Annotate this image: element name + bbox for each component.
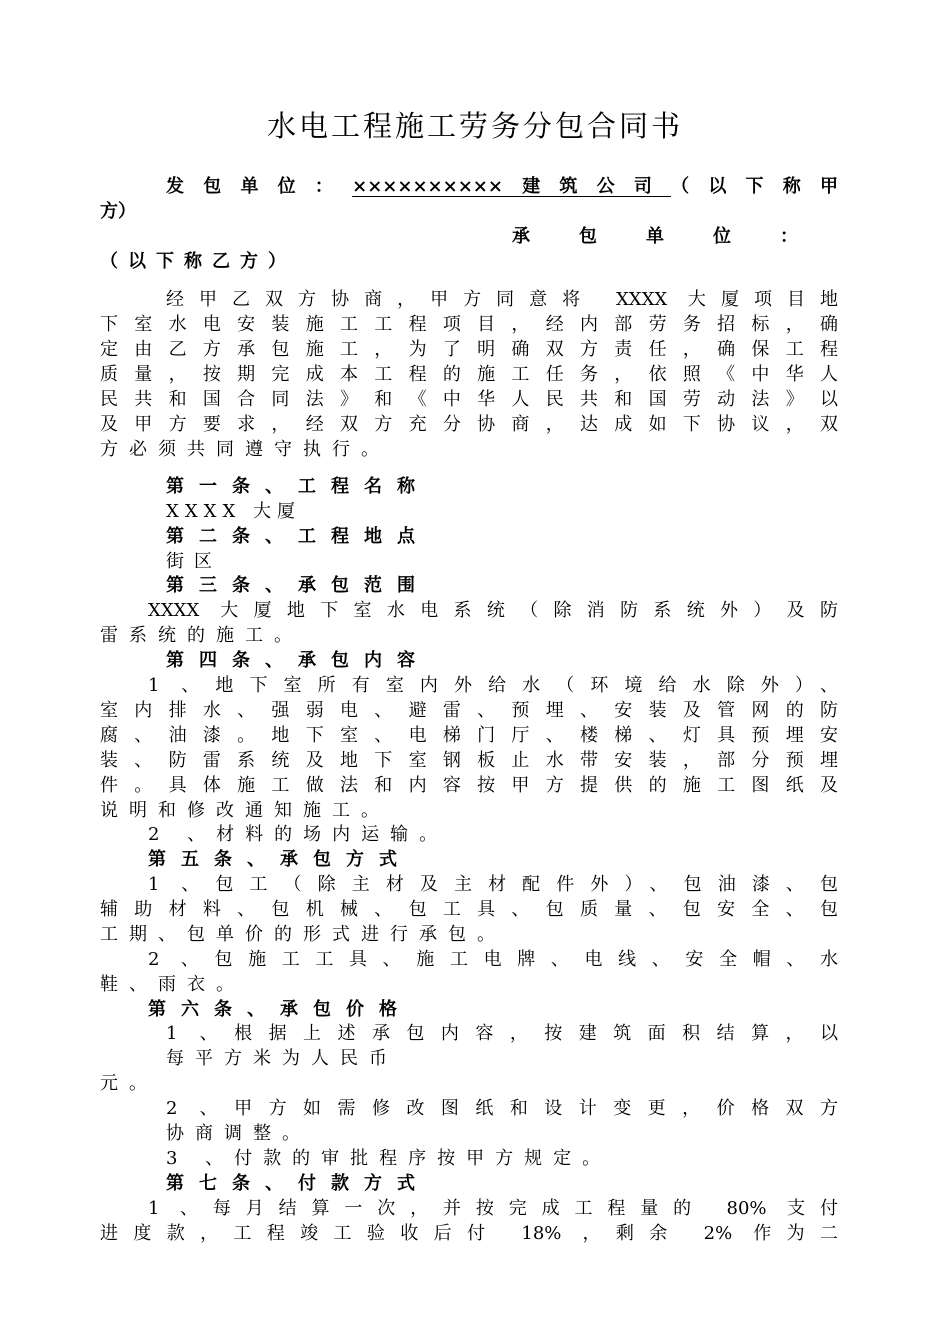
article-7-item-1-line: 1 、每月结算一次，并按完成工程量的 80% 支付 [148, 1198, 838, 1219]
article-2-body: 街区 [166, 551, 222, 572]
party-a-line [166, 174, 838, 199]
article-4-heading: 第四条、承包内容 [166, 650, 430, 671]
article-5-item-2-line: 2 、包施工工具、施工电牌、电线、安全帽、水 [148, 949, 838, 970]
party-a-suffix: （以下称甲 [671, 176, 838, 197]
article-4-item-1-line: 1 、地下室所有室内外给水（环境给水除外）、 [148, 675, 838, 696]
article-3-heading: 第三条、承包范围 [166, 575, 430, 596]
party-a-cont: 方） [100, 201, 136, 222]
article-5-heading: 第五条、承包方式 [148, 849, 412, 870]
article-5-item-1-line: 1 、包工（除主材及主材配件外）、包油漆、包 [148, 874, 838, 895]
article-1-body: XXXX 大厦 [166, 501, 301, 522]
article-6-item-3: 3 、付款的审批程序按甲方规定。 [166, 1148, 612, 1169]
article-6-item-1-line: 元。 [100, 1073, 158, 1094]
article-5-item-2-line: 鞋、雨衣。 [100, 974, 245, 995]
article-6-item-1-line: 每平方米为人民币 [166, 1048, 398, 1069]
article-4-item-1-line: 腐、油漆。地下室、电梯门厅、楼梯、灯具预埋安 [100, 725, 838, 746]
article-4-item-1-line: 说明和修改通知施工。 [100, 800, 390, 821]
article-5-item-1-line: 辅助材料、包机械、包工具、包质量、包安全、包 [100, 899, 838, 920]
article-3-line: 雷系统的施工。 [100, 625, 303, 646]
intro-line: 方必须共同遵守执行。 [100, 439, 390, 460]
article-6-item-2-line: 2 、甲方如需修改图纸和设计变更，价格双方 [166, 1098, 838, 1119]
intro-line: 质量，按期完成本工程的施工任务，依照《中华人 [100, 364, 838, 385]
party-b-label: 承包单位： [512, 226, 838, 247]
article-7-heading: 第七条、付款方式 [166, 1173, 430, 1194]
intro-line: 下室水电安装施工工程项目，经内部劳务招标，确 [100, 314, 838, 335]
article-4-item-1-line: 室内排水、强弱电、避雷、预埋、安装及管网的防 [100, 700, 838, 721]
party-a-label: 发包单位： [166, 176, 353, 197]
article-4-item-1-line: 装、防雷系统及地下室钢板止水带安装，部分预埋 [100, 750, 838, 771]
article-4-item-1-line: 件。具体施工做法和内容按甲方提供的施工图纸及 [100, 775, 838, 796]
article-7-item-1-line: 进度款，工程竣工验收后付 18% ，剩余 2% 作为二 [100, 1223, 838, 1244]
article-5-item-1-line: 工期、包单价的形式进行承包。 [100, 924, 506, 945]
intro-line: 经甲乙双方协商，甲方同意将 XXXX 大厦项目地 [166, 289, 838, 310]
document-title: 水电工程施工劳务分包合同书 [266, 109, 683, 143]
article-1-heading: 第一条、工程名称 [166, 476, 430, 497]
article-3-line: XXXX 大厦地下室水电系统（除消防系统外）及防 [148, 600, 838, 621]
article-6-item-1-line: 1 、根据上述承包内容，按建筑面积结算，以 [166, 1023, 838, 1044]
party-b-suffix: （以下称乙方） [100, 251, 296, 272]
article-6-heading: 第六条、承包价格 [148, 999, 412, 1020]
party-a-name: ××××××××××建筑公司 [352, 176, 672, 197]
article-4-item-2: 2 、材料的场内运输。 [148, 824, 449, 845]
article-6-item-2-line: 协商调整。 [166, 1123, 311, 1144]
intro-line: 定由乙方承包施工，为了明确双方责任，确保工程 [100, 339, 838, 360]
intro-line: 民共和国合同法》和《中华人民共和国劳动法》以 [100, 389, 838, 410]
article-2-heading: 第二条、工程地点 [166, 526, 430, 547]
intro-line: 及甲方要求，经双方充分协商，达成如下协议，双 [100, 414, 838, 435]
